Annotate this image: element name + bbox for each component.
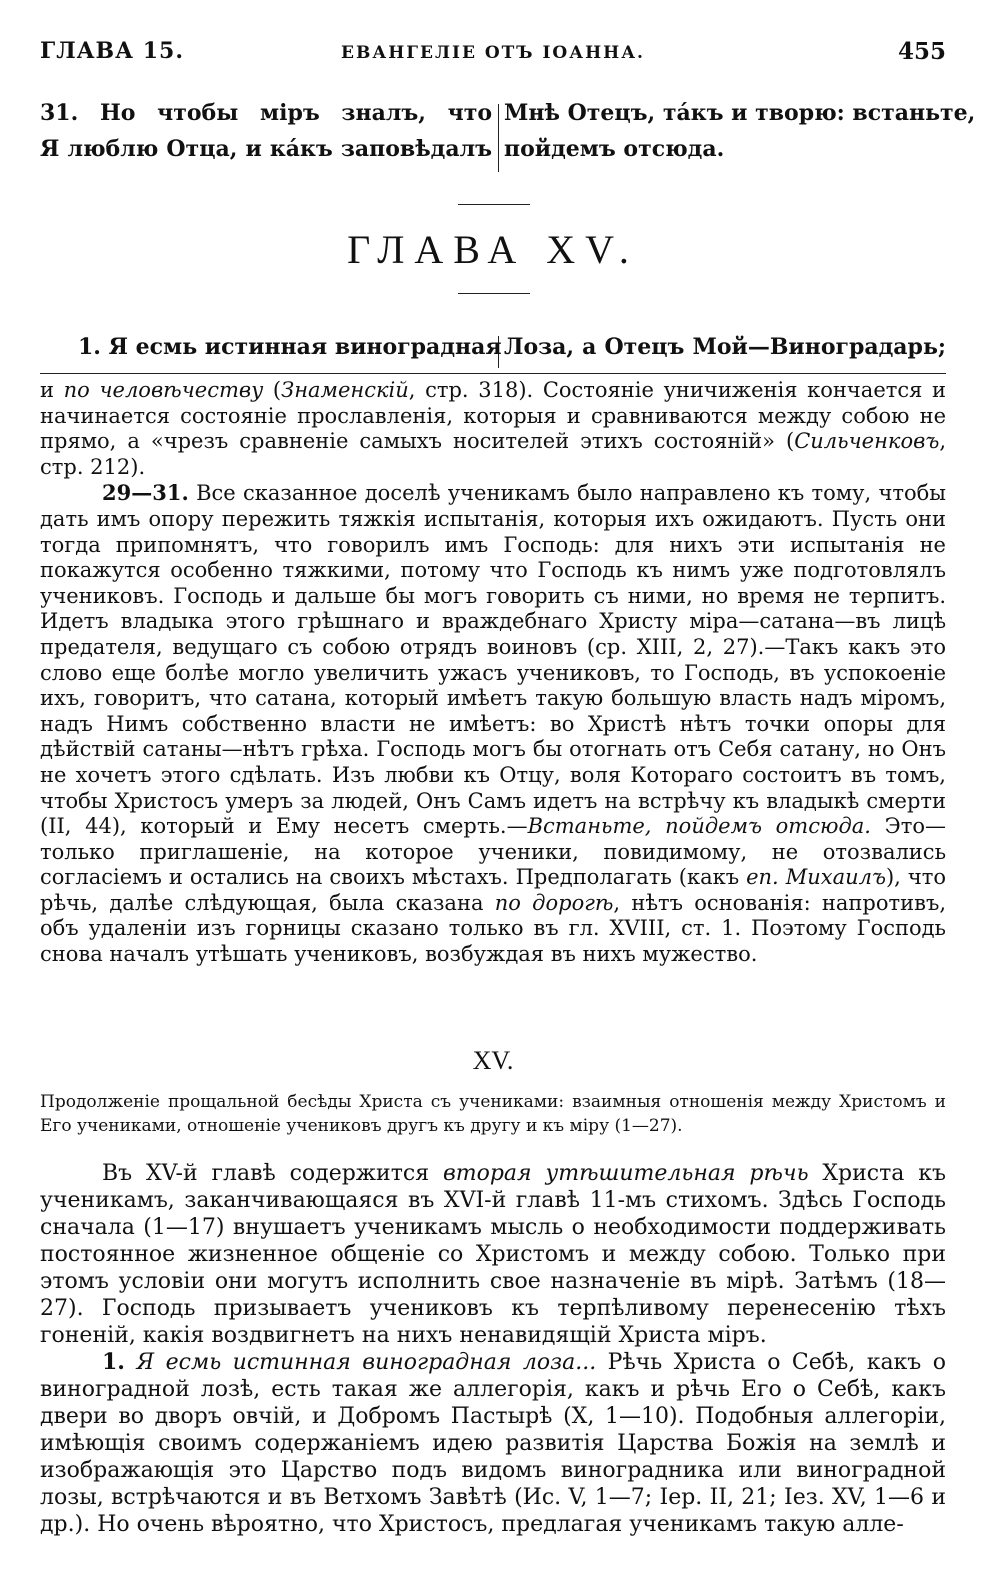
verse-line	[40, 100, 976, 136]
divider-rule	[458, 293, 530, 294]
verse-right-text: Лоза, а Отецъ Мой—Виноградарь;	[504, 334, 946, 360]
verse-1	[40, 334, 946, 370]
footnote-rule	[40, 373, 946, 374]
verse-31	[40, 100, 976, 172]
book-page	[40, 0, 976, 1588]
verse-line	[40, 334, 946, 370]
verse-right-text: пойдемъ отсюда.	[504, 136, 725, 162]
verse-line	[40, 136, 946, 172]
chapter-title: ГЛАВА XV.	[347, 227, 639, 272]
verse-right-text: Мнѣ Отецъ, тáкъ и творю: встаньте,	[504, 100, 976, 126]
page-number: 455	[897, 38, 946, 65]
divider-rule	[458, 204, 530, 205]
section-number: XV.	[472, 1046, 514, 1075]
body-paragraph: 1. Я есмь истинная виноградная лоза... Рѣчь Христа о Себѣ, какъ о виноградной лозѣ, есть такая же аллегорія, какъ и рѣчь Его о Себѣ, какъ двери во дворъ овчій, и Добромъ Пастырѣ (X, 1—10). Подобныя аллегоріи, имѣющія своимъ содержаніемъ идею развитія Царства Божія на землѣ и изображающія это Царство подъ видомъ виноградника или виноградной лозы, встрѣчаются и въ Ветхомъ Завѣтѣ (Ис. V, 1—7; Іер. II, 21; Іез. XV, 1—6 и др.). Но очень вѣроятно, что Христосъ, предлагая ученикамъ такую алле-	[40, 1349, 946, 1537]
section-subtitle: Продолженіе прощальной бесѣды Христа съ учениками: взаимныя отношенія между Христомъ и Его учениками, отношеніе учениковъ другъ къ другу и къ міру (1—27).	[40, 1092, 946, 1136]
commentary-paragraph: 29—31. Все сказанное доселѣ ученикамъ было направлено къ тому, чтобы дать имъ опору пережить тяжкія испытанія, которыя ихъ ожидаютъ. Пусть они тогда припомнятъ, что говорилъ имъ Господь: для нихъ эти испытанія не покажутся особенно тяжкими, потому что Господь къ нимъ уже подготовлялъ учениковъ. Господь и дальше бы могъ говорить съ ними, но время не терпитъ. Идетъ владыка этого грѣшнаго и враждебнаго Христу міра—сатана—въ лицѣ предателя, ведущаго съ собою отрядъ воиновъ (ср. XIII, 2, 27).—Такъ какъ это слово еще болѣе могло увеличить ужасъ учениковъ, то Господь, въ успокоеніе ихъ, говоритъ, что сатана, который имѣетъ такую большую власть надъ міромъ, надъ Нимъ собственно власти не имѣетъ: во Христѣ нѣтъ точки опоры для дѣйствій сатаны—нѣтъ грѣха. Господь могъ бы отогнать отъ Себя сатану, но Онъ не хочетъ этого сдѣлать. Изъ любви къ Отцу, воля Котораго состоитъ въ томъ, чтобы Христосъ умеръ за людей, Онъ Самъ идетъ на встрѣчу къ владыкѣ смерти (II, 44), который и Ему несетъ смерть.—Встаньте, пойдемъ отсюда. Это—только приглашеніе, на которое ученики, повидимому, не отозвались согласіемъ и остались на своихъ мѣстахъ. Предполагать (какъ еп. Михаилъ), что рѣчь, далѣе слѣдующая, была сказана по дорогѣ, нѣтъ основанія: напротивъ, объ удаленіи изъ горницы сказано только въ гл. XVIII, ст. 1. Поэтому Господь снова началъ утѣшать учениковъ, возбуждая въ нихъ мужество.	[40, 480, 946, 967]
verse-left-text: 31. Но чтобы міръ зналъ, что	[40, 100, 492, 126]
body-paragraph: Въ XV-й главѣ содержится вторая утѣшительная рѣчь Христа къ ученикамъ, заканчивающаяся въ XVI-й главѣ 11-мъ стихомъ. Здѣсь Господь сначала (1—17) внушаетъ ученикамъ мысль о необходимости поддерживать постоянное жизненное общеніе со Христомъ и между собою. Только при этомъ условіи они могутъ исполнить свое назначеніе въ мірѣ. Затѣмъ (18—27). Господь призываетъ учениковъ къ терпѣливому перенесенію тѣхъ гоненій, какія воздвигнетъ на нихъ ненавидящій Христа міръ.	[40, 1161, 946, 1348]
body-text	[40, 1160, 946, 1538]
commentary-paragraph: и по человѣчеству (Знаменскій, стр. 318). Состояніе уничиженія кончается и начинается состояніе прославленія, которыя и сравниваются между собою не прямо, а «чрезъ сравненіе самыхъ носителей этихъ состояній» (Сильченковъ, стр. 212).	[40, 378, 947, 479]
commentary	[40, 378, 946, 968]
running-header	[40, 38, 946, 70]
header-chapter: ГЛАВА 15.	[40, 38, 185, 64]
header-title: ЕВАНГЕЛІЕ ОТЪ ІОАННА.	[341, 43, 645, 63]
verse-left-text: 1. Я есмь истинная виноградная	[78, 334, 502, 360]
verse-left-text: Я люблю Отца, и кáкъ заповѣдалъ	[40, 136, 492, 162]
